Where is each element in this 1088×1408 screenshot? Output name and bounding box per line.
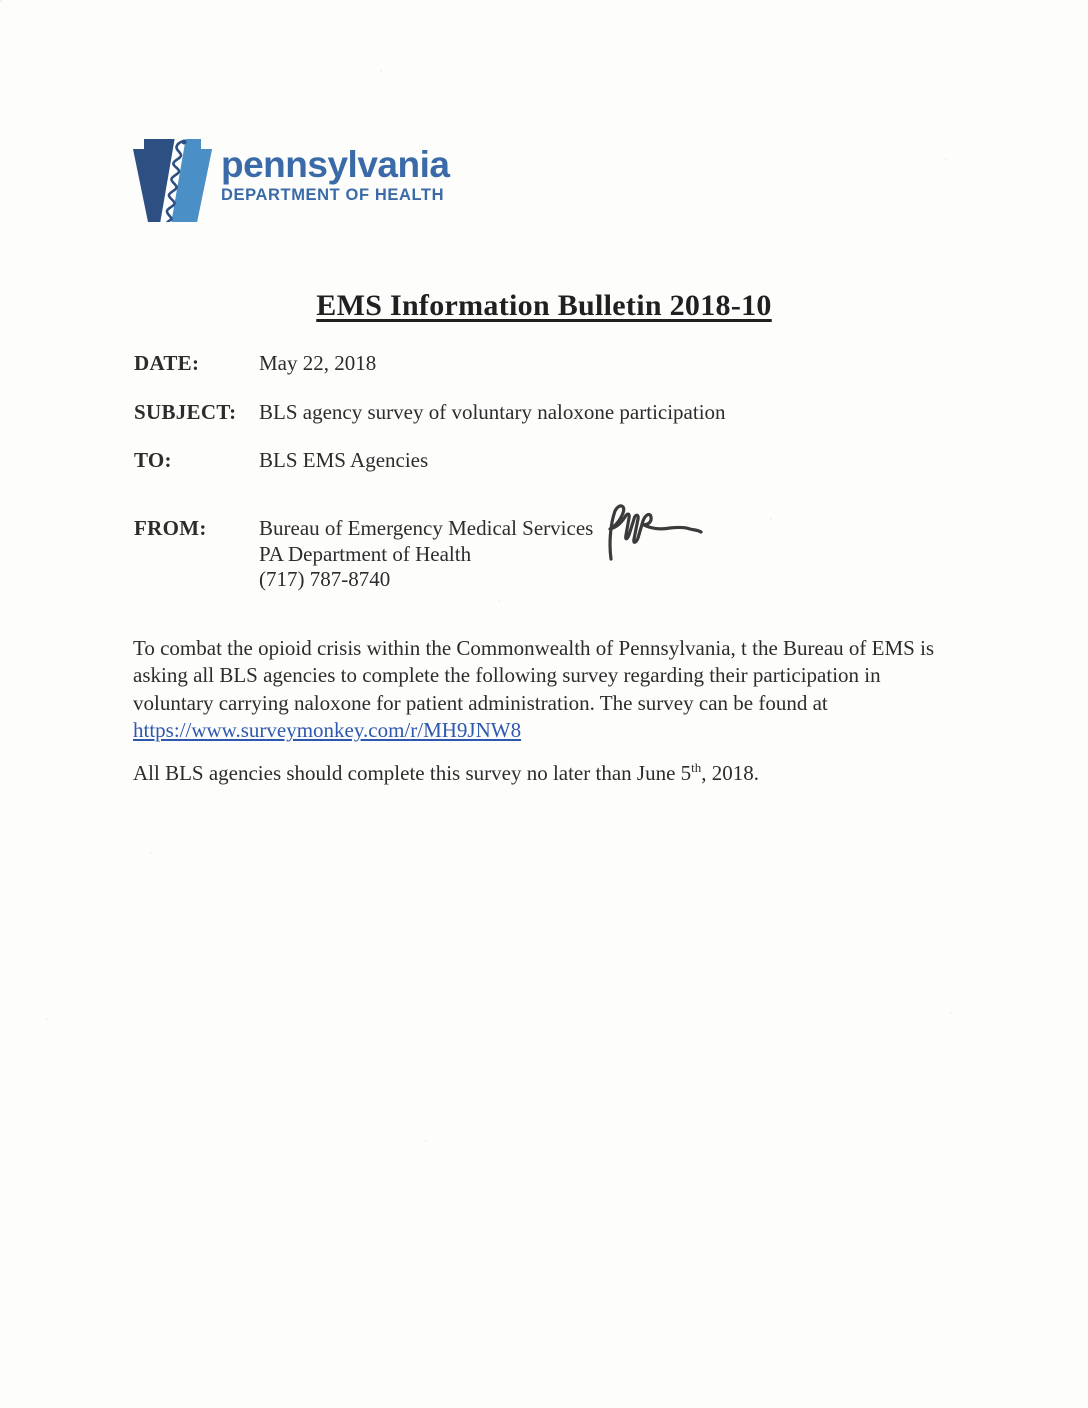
body-line: voluntary carrying naloxone for patient administration. The survey can be found at [133,690,828,715]
deadline-text: All BLS agencies should complete this survey no later than June 5 [133,761,692,785]
logo-org-name: pennsylvania [221,144,450,185]
field-row-to [134,448,428,474]
deadline-year: , 2018. [701,761,760,785]
from-value-line: PA Department of Health [259,541,472,566]
subject-value: BLS agency survey of voluntary naloxone participation [259,400,726,424]
body-line: To combat the opioid crisis within the Commonwealth of Pennsylvania, t the Bureau of EMS is [133,636,935,660]
survey-link[interactable]: https://www.surveymonkey.com/r/MH9JNW8 [133,718,522,743]
subject-label: SUBJECT: [134,400,237,424]
handwritten-initials-icon [597,497,707,575]
logo-department-name: DEPARTMENT OF HEALTH [221,186,445,204]
signature-scribble [597,497,707,580]
date-value: May 22, 2018 [259,351,377,375]
bulletin-title: EMS Information Bulletin 2018-10 [316,289,772,322]
from-value-line: Bureau of Emergency Medical Services [259,516,594,540]
ordinal-suffix: th [691,760,702,775]
body-paragraph-1 [133,635,934,745]
body-line: asking all BLS agencies to complete the following survey regarding their participation in [133,663,881,688]
body-paragraph-2 [133,761,759,786]
field-row-from [134,516,593,593]
keystone-caduceus-icon [133,139,212,222]
pa-doh-logo [133,139,449,222]
to-value: BLS EMS Agencies [259,448,429,472]
date-label: DATE: [134,351,200,375]
field-row-subject [134,400,726,426]
to-label: TO: [134,448,172,472]
logo-wordmark [221,146,449,205]
from-value-line: (717) 787-8740 [259,567,391,591]
scan-specks [0,0,2,2]
field-row-date [134,351,376,377]
from-label: FROM: [134,516,207,540]
